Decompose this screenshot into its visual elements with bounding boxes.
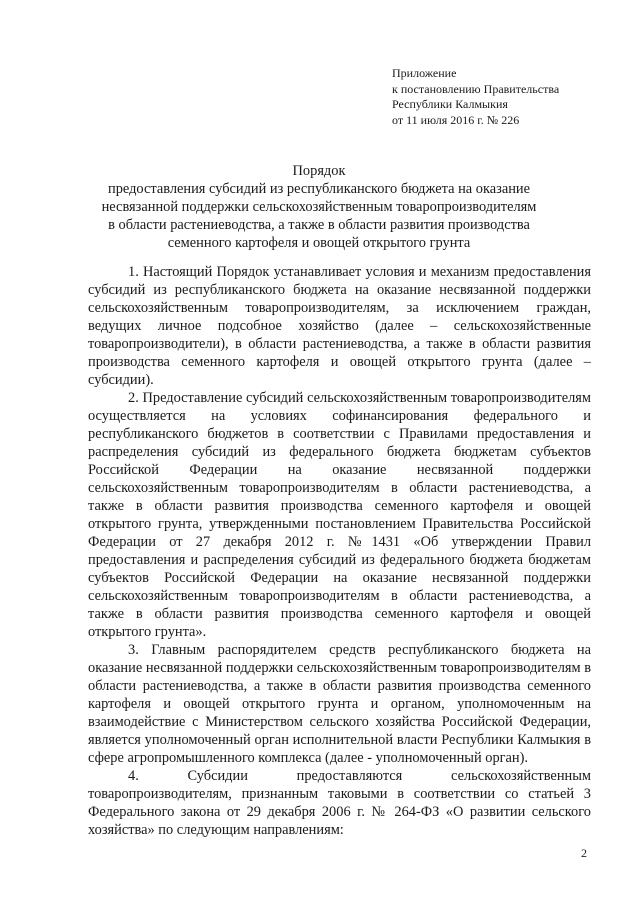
document-body: [88, 263, 591, 839]
paragraph-3: 3. Главным распорядителем средств республиканского бюджета на оказание несвязанной поддержки сельскохозяйственным товаропроизводителям в области растениеводства, а также в области развития производства семенного картофеля и овощей открытого грунта и органом, уполномоченным на взаимодействие с Министерством сельского хозяйства Российской Федерации, является уполномоченный орган исполнительной власти Республики Калмыкия в сфере агропромышленного комплекса (далее - уполномоченный орган).: [88, 642, 591, 766]
title-heading: Порядок: [292, 163, 346, 179]
title-line: несвязанной поддержки сельскохозяйственным товаропроизводителям: [101, 199, 537, 215]
title-line: семенного картофеля и овощей открытого грунта: [167, 235, 471, 251]
appendix-date-line: от 11 июля 2016 г. № 226: [392, 112, 520, 127]
title-line: в области растениеводства, а также в области развития производства: [108, 217, 530, 233]
appendix-line: Приложение: [392, 66, 457, 80]
appendix-line: к постановлению Правительства: [392, 81, 560, 96]
document-title: [100, 162, 538, 252]
title-line: предоставления субсидий из республиканского бюджета на оказание: [108, 181, 530, 197]
page-number: 2: [581, 846, 587, 860]
appendix-note: [392, 66, 622, 128]
appendix-line: Республики Калмыкия: [392, 97, 508, 111]
paragraph-1: 1. Настоящий Порядок устанавливает условия и механизм предоставления субсидий из республиканского бюджета на оказание несвязанной поддержки сельскохозяйственным товаропроизводителям, за исключением граждан, ведущих личное подсобное хозяйство (далее – сельскохозяйственные товаропроизводители), в области растениеводства, а также в области развития производства семенного картофеля и овощей открытого грунта (далее – субсидии).: [88, 264, 591, 388]
paragraph-2: 2. Предоставление субсидий сельскохозяйственным товаропроизводителям осуществляется на условиях софинансирования федерального и республиканского бюджетов в соответствии с Правилами предоставления и распределения субсидий из федерального бюджета бюджетам субъектов Российской Федерации на оказание несвязанной поддержки сельскохозяйственным товаропроизводителям в области растениеводства, а также в области развития производства семенного картофеля и овощей открытого грунта, утвержденными постановлением Правительства Российской Федерации от 27 декабря 2012 г. №1431 «Об утверждении Правил предоставления и распределения субсидий из федерального бюджета бюджетам субъектов Российской Федерации на оказание несвязанной поддержки сельскохозяйственным товаропроизводителям в области растениеводства, а также в области развития производства семенного картофеля и овощей открытого грунта».: [88, 390, 591, 640]
paragraph-4: 4. Субсидии предоставляются сельскохозяйственным товаропроизводителям, признанным таковыми в соответствии со статьей 3 Федерального закона от 29 декабря 2006 г. № 264-ФЗ «О развитии сельского хозяйства» по следующим направлениям:: [88, 768, 591, 838]
